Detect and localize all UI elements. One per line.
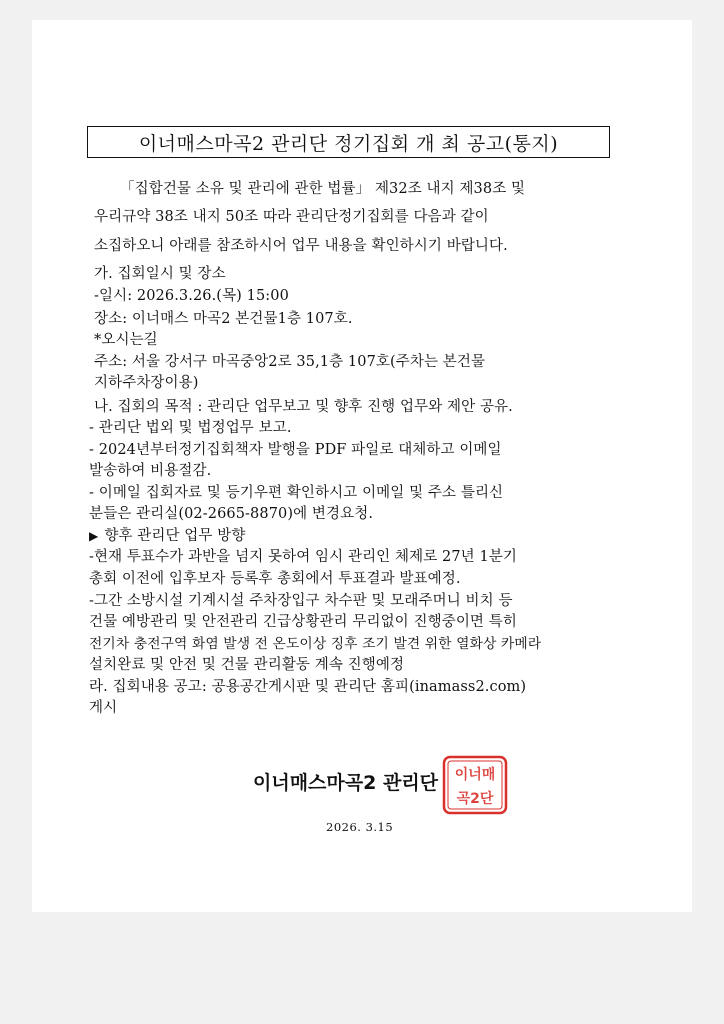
intro-line-1: 「집합건물 소유 및 관리에 관한 법률」 제32조 내지 제38조 및	[120, 181, 526, 197]
address-line-2: 지하주차장이용)	[94, 375, 199, 391]
footer-organization-name: 이너매스마곡2 관리단	[253, 772, 439, 794]
section-ra-line-2: 게시	[89, 700, 118, 716]
future-item-2-line-3: 전기차 충전구역 화염 발생 전 온도이상 징후 조기 발견 위한 열화상 카메라	[89, 636, 542, 652]
address-line-1: 주소: 서울 강서구 마곡중앙2로 35,1층 107호(주차는 본건물	[94, 354, 486, 370]
svg-text:이너매: 이너매	[454, 767, 496, 783]
purpose-item-2-line-2: 발송하여 비용절감.	[89, 463, 212, 479]
footer-date: 2026. 3.15	[326, 820, 394, 834]
purpose-item-2-line-1: - 2024년부터정기집회책자 발행을 PDF 파일로 대체하고 이메일	[89, 442, 502, 458]
future-item-1-line-2: 총회 이전에 입후보자 등록후 총회에서 투표결과 발표예정.	[89, 571, 461, 587]
meeting-datetime: -일시: 2026.3.26.(목) 15:00	[94, 288, 289, 304]
section-ga-heading: 가. 집회일시 및 장소	[94, 266, 226, 282]
meeting-place: 장소: 이너매스 마곡2 본건물1층 107호.	[94, 311, 353, 327]
notice-title: 이너매스마곡2 관리단 정기집회 개 최 공고(통지)	[87, 126, 610, 158]
future-item-2-line-4: 설치완료 및 안전 및 건물 관리활동 계속 진행예정	[89, 657, 405, 673]
intro-line-3: 소집하오니 아래를 참조하시어 업무 내용을 확인하시기 바랍니다.	[94, 238, 508, 254]
purpose-item-3-line-2: 분들은 관리실(02-2665-8870)에 변경요청.	[89, 506, 374, 522]
section-na-heading: 나. 집회의 목적 : 관리단 업무보고 및 향후 진행 업무와 제안 공유.	[94, 399, 513, 415]
future-heading: 향후 관리단 업무 방향	[104, 528, 246, 544]
intro-line-2: 우리규약 38조 내지 50조 따라 관리단정기집회를 다음과 같이	[94, 209, 489, 225]
section-ra-line-1: 라. 집회내용 공고: 공용공간게시판 및 관리단 홈피(inamass2.com)	[89, 679, 527, 695]
svg-text:곡2단: 곡2단	[456, 791, 494, 807]
future-heading-row	[89, 527, 245, 545]
official-seal-icon	[441, 754, 509, 816]
future-item-2-line-2: 건물 예방관리 및 안전관리 긴급상황관리 무리없이 진행중이면 특히	[89, 614, 517, 630]
future-item-1-line-1: -현재 투표수가 과반을 넘지 못하여 임시 관리인 체제로 27년 1분기	[89, 549, 518, 565]
purpose-item-1: - 관리단 법외 및 법정업무 보고.	[89, 420, 292, 436]
purpose-item-3-line-1: - 이메일 집회자료 및 등기우편 확인하시고 이메일 및 주소 틀리신	[89, 485, 504, 501]
triangle-bullet-icon: ▶	[89, 529, 99, 543]
directions-heading: *오시는길	[94, 332, 158, 348]
future-item-2-line-1: -그간 소방시설 기계시설 주차장입구 차수판 및 모래주머니 비치 등	[89, 593, 513, 609]
